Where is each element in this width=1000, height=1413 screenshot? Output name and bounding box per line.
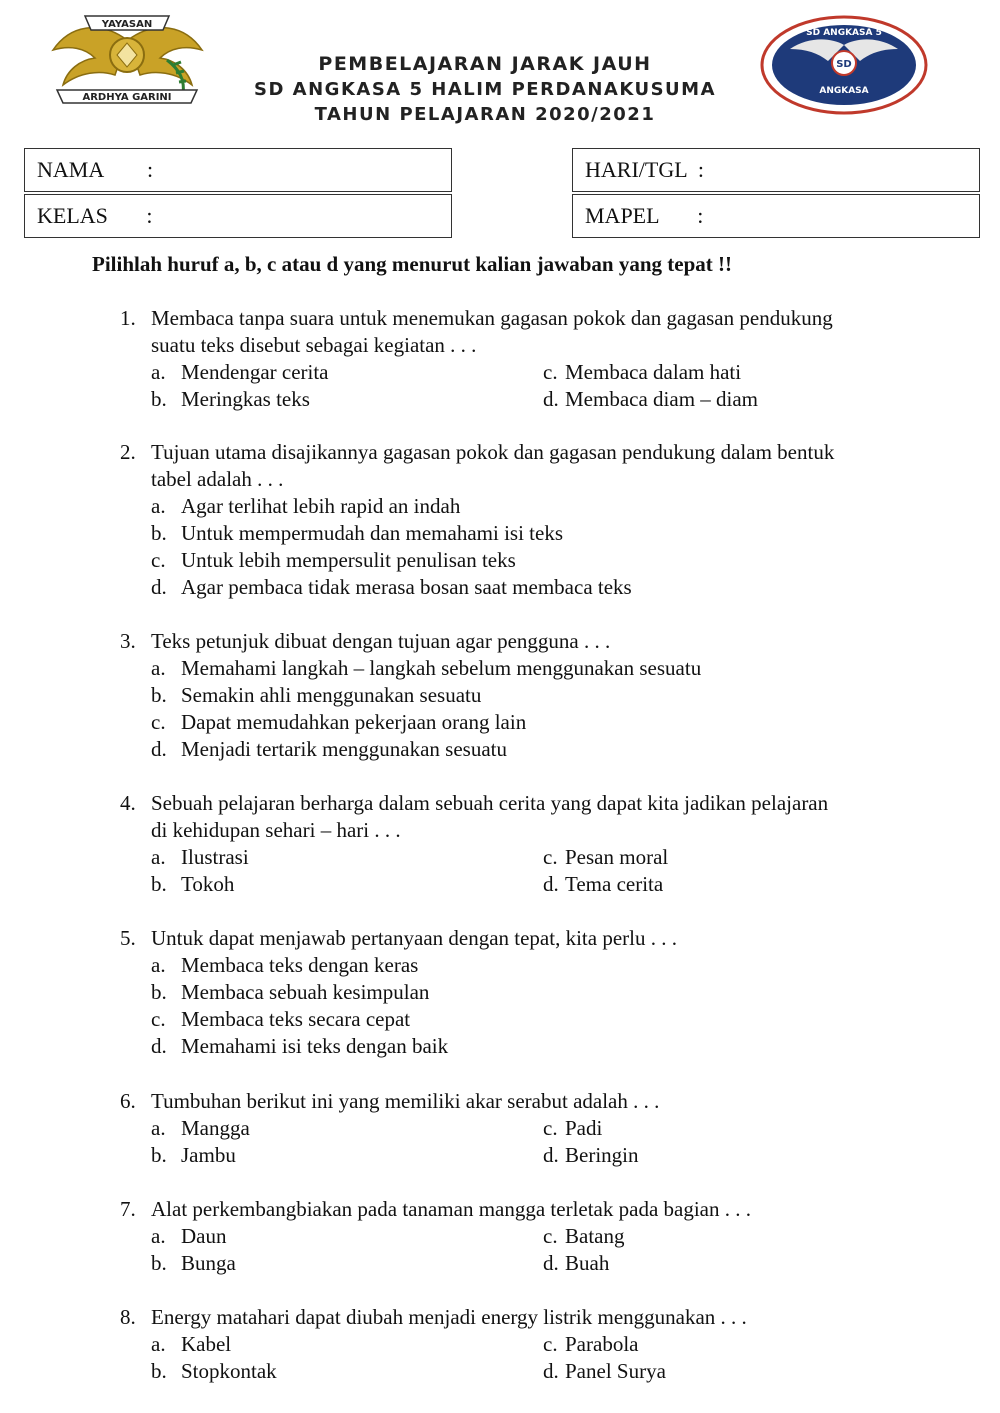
question-number: 3. [120, 629, 136, 653]
options-list [151, 655, 880, 763]
option-d[interactable]: d. Membaca diam – diam [543, 387, 759, 411]
question-8 [120, 1304, 880, 1385]
logo-left-top-text: YAYASAN [101, 19, 153, 30]
logo-left-bottom-text: ARDHYA GARINI [82, 92, 172, 103]
question-number: 6. [120, 1089, 136, 1113]
sd-angkasa-logo [760, 15, 928, 115]
option-d[interactable]: d. Beringin [543, 1143, 639, 1167]
option-d[interactable]: d. Agar pembaca tidak merasa bosan saat membaca teks [151, 575, 632, 599]
question-4 [120, 790, 880, 898]
title-line-3: TAHUN PELAJARAN 2020/2021 [314, 104, 656, 125]
yayasan-logo [45, 10, 210, 105]
option-c[interactable]: c. Untuk lebih mempersulit penulisan teks [151, 548, 516, 572]
hari-tgl-label: HARI/TGL : [585, 157, 704, 182]
question-stem: Tumbuhan berikut ini yang memiliki akar serabut adalah . . . [151, 1089, 660, 1113]
option-a[interactable]: a. Kabel [151, 1332, 232, 1356]
option-c[interactable]: c. Padi [543, 1116, 603, 1140]
hari-tgl-field[interactable] [572, 148, 980, 192]
options-list [151, 952, 880, 1060]
question-stem: Tujuan utama disajikannya gagasan pokok dan gagasan pendukung dalam bentuk tabel adalah . . . [151, 440, 835, 491]
option-b[interactable]: b. Membaca sebuah kesimpulan [151, 980, 430, 1004]
question-1 [120, 305, 880, 413]
option-d[interactable]: d. Buah [543, 1251, 610, 1275]
option-d[interactable]: d. Menjadi tertarik menggunakan sesuatu [151, 737, 507, 761]
option-d[interactable]: d. Tema cerita [543, 872, 664, 896]
question-stem: Sebuah pelajaran berharga dalam sebuah cerita yang dapat kita jadikan pelajaran di kehidupan sehari – hari . . . [151, 791, 829, 842]
mapel-field[interactable] [572, 194, 980, 238]
title-line-1: PEMBELAJARAN JARAK JAUH [318, 53, 652, 75]
question-number: 4. [120, 791, 136, 815]
option-a[interactable]: a. Membaca teks dengan keras [151, 953, 419, 977]
option-b[interactable]: b. Tokoh [151, 872, 235, 896]
options-list [151, 493, 880, 601]
logo-right-mid-text: SD [836, 59, 852, 70]
option-a[interactable]: a. Mendengar cerita [151, 360, 329, 384]
kelas-label: KELAS : [37, 203, 153, 228]
option-a[interactable]: a. Ilustrasi [151, 845, 249, 869]
question-stem: Membaca tanpa suara untuk menemukan gagasan pokok dan gagasan pendukung suatu teks disebut sebagai kegiatan . . . [151, 306, 833, 357]
option-b[interactable]: b. Untuk mempermudah dan memahami isi teks [151, 521, 563, 545]
nama-field[interactable] [24, 148, 452, 192]
logo-right-top-text: SD ANGKASA 5 [806, 28, 882, 38]
question-6 [120, 1088, 880, 1169]
question-stem: Untuk dapat menjawab pertanyaan dengan tepat, kita perlu . . . [151, 926, 677, 950]
title-line-2: SD ANGKASA 5 HALIM PERDANAKUSUMA [254, 79, 716, 100]
option-b[interactable]: b. Semakin ahli menggunakan sesuatu [151, 683, 482, 707]
mapel-label: MAPEL : [585, 203, 704, 228]
question-number: 2. [120, 440, 136, 464]
option-c[interactable]: c. Parabola [543, 1332, 639, 1356]
question-7 [120, 1196, 880, 1277]
question-3 [120, 628, 880, 763]
option-c[interactable]: c. Membaca dalam hati [543, 360, 742, 384]
options-grid [151, 1115, 880, 1169]
question-stem: Teks petunjuk dibuat dengan tujuan agar pengguna . . . [151, 629, 611, 653]
option-c[interactable]: c. Batang [543, 1224, 625, 1248]
option-b[interactable]: b. Bunga [151, 1251, 236, 1275]
option-a[interactable]: a. Daun [151, 1224, 227, 1248]
kelas-field[interactable] [24, 194, 452, 238]
page-title-block [215, 52, 755, 127]
option-d[interactable]: d. Memahami isi teks dengan baik [151, 1034, 449, 1058]
option-a[interactable]: a. Mangga [151, 1116, 250, 1140]
option-b[interactable]: b. Stopkontak [151, 1359, 277, 1383]
options-grid [151, 1331, 880, 1385]
options-grid [151, 359, 880, 413]
question-number: 8. [120, 1305, 136, 1329]
option-c[interactable]: c. Dapat memudahkan pekerjaan orang lain [151, 710, 527, 734]
option-a[interactable]: a. Memahami langkah – langkah sebelum menggunakan sesuatu [151, 656, 702, 680]
question-number: 1. [120, 306, 136, 330]
options-grid [151, 1223, 880, 1277]
question-stem: Alat perkembangbiakan pada tanaman mangga terletak pada bagian . . . [151, 1197, 751, 1221]
option-d[interactable]: d. Panel Surya [543, 1359, 666, 1383]
option-b[interactable]: b. Jambu [151, 1143, 236, 1167]
question-number: 7. [120, 1197, 136, 1221]
question-stem: Energy matahari dapat diubah menjadi energy listrik menggunakan . . . [151, 1305, 747, 1329]
logo-right-bottom-text: ANGKASA [819, 86, 869, 96]
instruction-text: Pilihlah huruf a, b, c atau d yang menurut kalian jawaban yang tepat !! [92, 252, 733, 276]
option-c[interactable]: c. Membaca teks secara cepat [151, 1007, 411, 1031]
question-number: 5. [120, 926, 136, 950]
nama-label: NAMA : [37, 157, 154, 182]
option-a[interactable]: a. Agar terlihat lebih rapid an indah [151, 494, 461, 518]
options-grid [151, 844, 880, 898]
option-b[interactable]: b. Meringkas teks [151, 387, 310, 411]
question-5 [120, 925, 880, 1060]
question-2 [120, 439, 880, 601]
option-c[interactable]: c. Pesan moral [543, 845, 669, 869]
